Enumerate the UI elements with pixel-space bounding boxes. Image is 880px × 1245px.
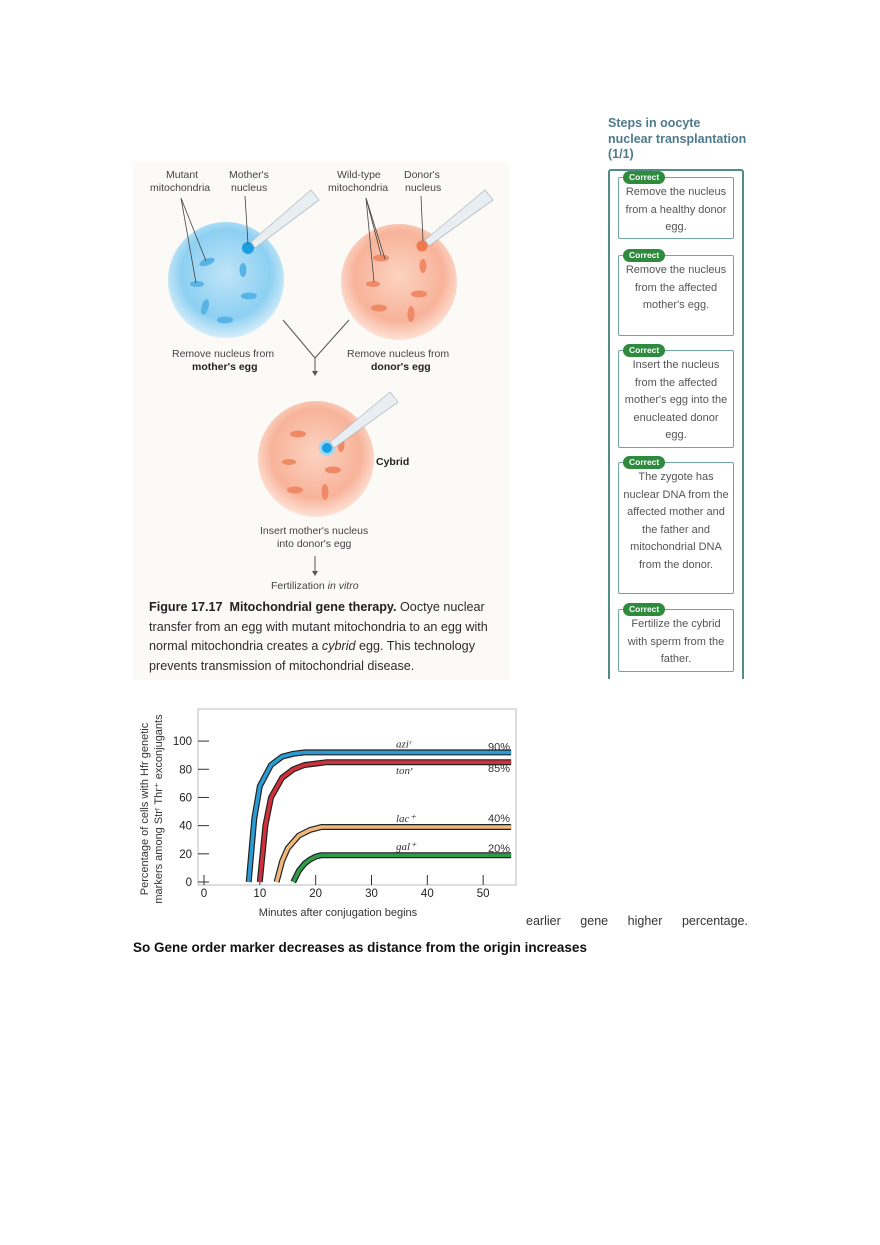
y-tick-label: 0	[185, 877, 192, 889]
donor-egg	[341, 224, 457, 340]
caption-number: Figure 17.17	[149, 600, 223, 614]
note-word: percentage.	[681, 914, 748, 928]
step-text: Remove the nucleus from the affected mother's egg.	[625, 264, 727, 311]
y-tick-label: 100	[172, 736, 192, 749]
y-tick-label: 20	[179, 848, 192, 861]
figure-caption	[149, 598, 501, 676]
label-wildtype-mito-2: mitochondria	[328, 182, 389, 194]
label-donors-nucleus-1: Donor's	[404, 169, 440, 181]
x-tick-label: 20	[309, 888, 323, 900]
pipette-icon	[425, 190, 493, 246]
donor-nucleus	[417, 241, 428, 252]
label-cybrid: Cybrid	[376, 456, 410, 468]
cybrid-egg	[258, 401, 374, 517]
nuclear-transfer-diagram	[133, 162, 509, 602]
series-name-label: gal⁺	[396, 841, 416, 854]
label-insert-1: Insert mother's nucleus	[260, 525, 369, 537]
note-word: gene	[580, 914, 609, 928]
correct-badge: Correct	[623, 603, 665, 616]
step-card[interactable]	[618, 345, 734, 448]
series-percent-label: 90%	[488, 741, 511, 754]
label-remove-mother-2: mother's egg	[192, 361, 258, 373]
x-axis-label: Minutes after conjugation begins	[258, 907, 418, 919]
caption-text-a: Ooctye nuclear transfer from an egg with mutant mitochondria to an egg with normal mitochondria creates a	[149, 600, 488, 654]
note-line-1	[526, 914, 748, 928]
y-tick-label: 60	[179, 792, 192, 805]
step-text: Remove the nucleus from a healthy donor egg.	[625, 186, 727, 233]
caption-text-b: egg. This technology prevents transmission of mitochondrial disease.	[149, 639, 475, 673]
series-name-label: lac⁺	[396, 813, 416, 826]
step-text: Insert the nucleus from the affected mother's egg into the enucleated donor egg.	[624, 359, 728, 441]
x-tick-label: 30	[365, 888, 378, 900]
step-card[interactable]	[618, 250, 734, 336]
steps-title: Steps in oocyte nuclear transplantation (1/1)	[608, 116, 747, 161]
correct-badge: Correct	[623, 344, 665, 357]
series-percent-label: 20%	[488, 843, 511, 856]
y-axis-label	[139, 714, 165, 904]
label-remove-donor-1: Remove nucleus from	[347, 348, 450, 360]
step-text: The zygote has nuclear DNA from the affected mother and the father and mitochondrial DNA from the donor.	[623, 471, 729, 571]
x-tick-label: 50	[476, 888, 490, 900]
note-line-2: So Gene order marker decreases as distance from the origin increases	[133, 940, 587, 955]
step-text: Fertilize the cybrid with sperm from the father.	[627, 618, 725, 665]
step-card[interactable]	[618, 172, 734, 239]
plot-frame	[198, 709, 516, 885]
series-percent-label: 85%	[488, 763, 511, 776]
x-tick-label: 40	[420, 888, 434, 900]
correct-badge: Correct	[623, 456, 665, 469]
inserted-nucleus	[322, 443, 332, 453]
label-fertilization	[271, 580, 359, 592]
x-tick-label: 10	[253, 888, 267, 900]
correct-badge: Correct	[623, 249, 665, 262]
figure-17-17	[133, 162, 509, 680]
y-tick-label: 80	[179, 764, 192, 777]
y-axis-label-2: markers among Strʳ Thr⁺ exconjugants	[153, 714, 165, 904]
y-axis-label-1: Percentage of cells with Hfr genetic	[139, 722, 151, 896]
note-word: earlier	[526, 914, 561, 928]
label-in-vitro: in vitro	[327, 580, 359, 592]
label-mutant-mito-1: Mutant	[166, 169, 199, 181]
label-mothers-nucleus-2: nucleus	[231, 182, 268, 194]
label-wildtype-mito-1: Wild-type	[337, 169, 381, 181]
caption-title: Mitochondrial gene therapy.	[229, 600, 397, 614]
conjugation-chart	[134, 697, 520, 925]
label-mothers-nucleus-1: Mother's	[229, 169, 269, 181]
series-name-label: tonʳ	[396, 765, 413, 778]
label-insert-2: into donor's egg	[277, 538, 352, 550]
label-mutant-mito-2: mitochondria	[150, 182, 211, 194]
label-remove-mother-1: Remove nucleus from	[172, 348, 275, 360]
label-fertilization-text: Fertilization	[271, 580, 325, 592]
pipette-icon	[251, 190, 319, 248]
y-tick-label: 40	[179, 820, 192, 833]
step-card[interactable]	[618, 457, 734, 594]
step-card[interactable]	[618, 604, 734, 672]
caption-italic: cybrid	[321, 639, 356, 654]
x-tick-label: 0	[200, 888, 208, 900]
correct-badge: Correct	[623, 171, 665, 184]
chart-svg	[134, 697, 520, 925]
series-percent-label: 40%	[488, 813, 511, 826]
series-name-label: aziʳ	[396, 738, 412, 751]
label-remove-donor-2: donor's egg	[371, 361, 431, 373]
note-word: higher	[627, 914, 663, 928]
arrow-down-icon	[312, 571, 318, 576]
label-donors-nucleus-2: nucleus	[405, 182, 442, 194]
